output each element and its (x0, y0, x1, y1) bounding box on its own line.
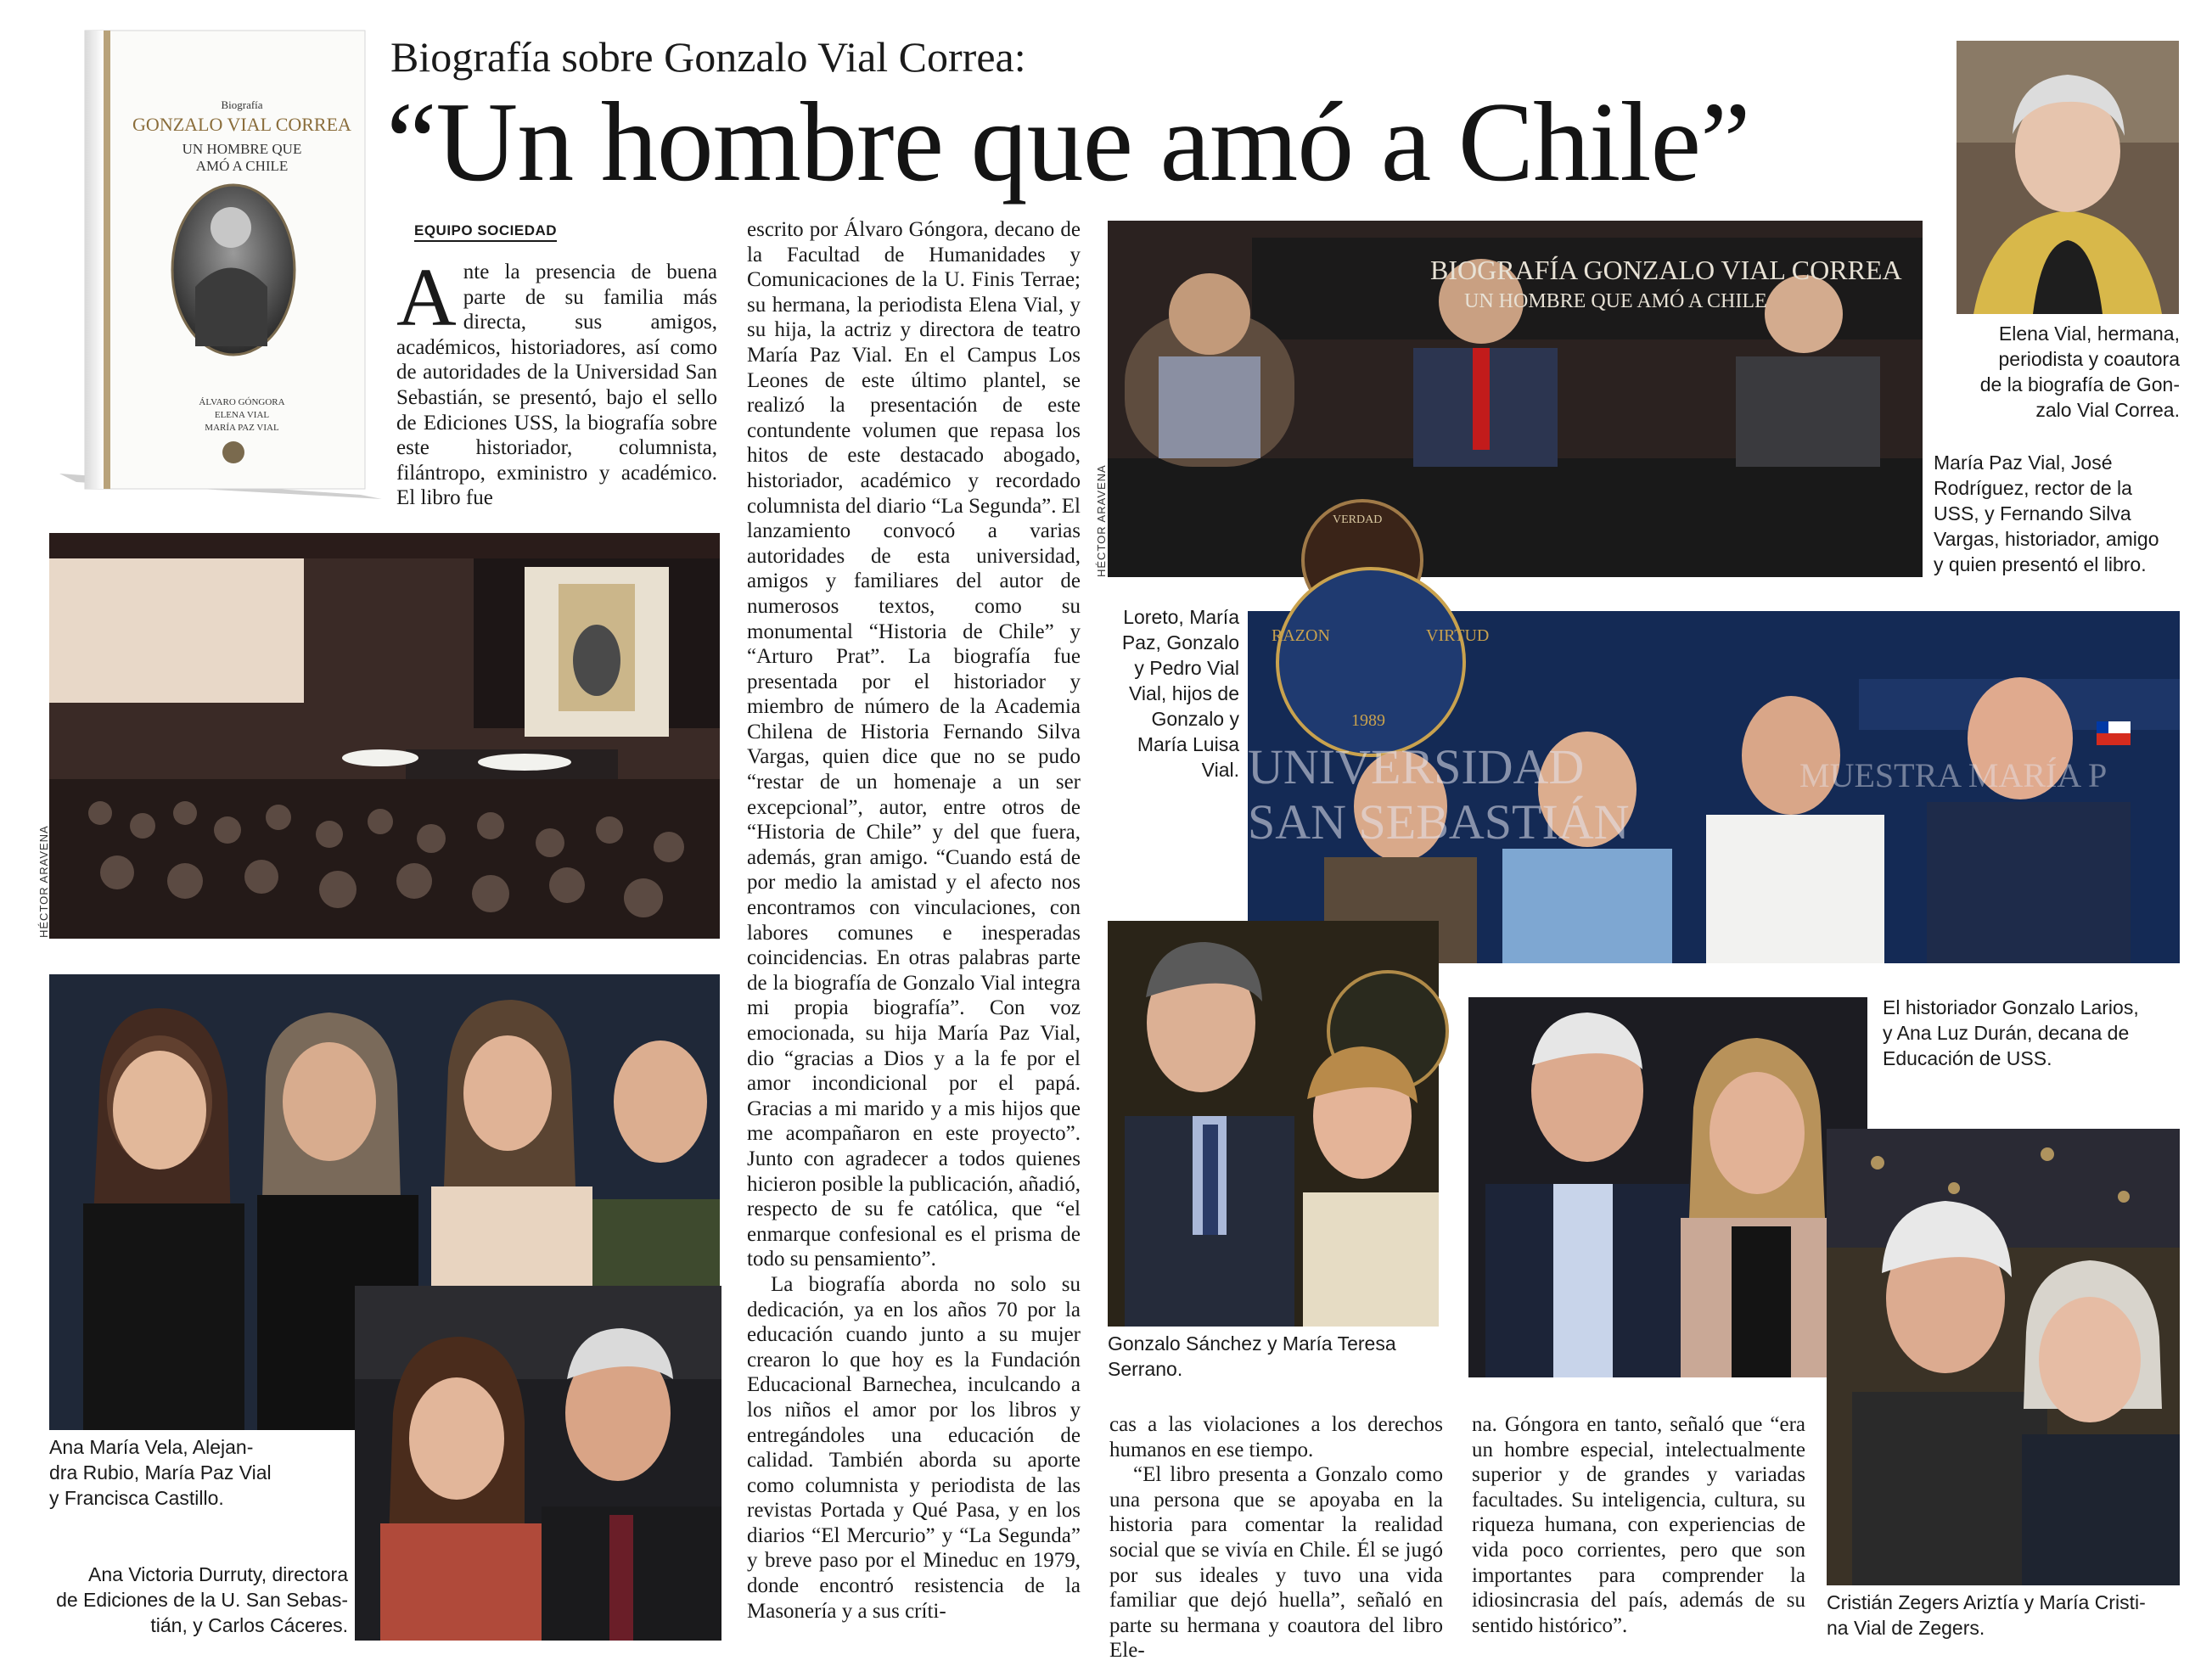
backdrop-line2: SAN SEBASTIÁN (1248, 794, 1630, 850)
caption-line: Gonzalo Sánchez y María Teresa (1108, 1332, 1396, 1355)
caption-line: El historiador Gonzalo Larios, (1883, 996, 2139, 1018)
backdrop-line3: MUESTRA MARÍA P (1799, 756, 2108, 794)
seal-word-left: RAZON (1272, 626, 1330, 645)
caption-line: y quien presentó el libro. (1934, 553, 2147, 575)
caption-line: Elena Vial, hermana, (1998, 323, 2180, 345)
caption-line: de la biografía de Gon- (1979, 373, 2180, 395)
caption-elena-vial (1910, 321, 2180, 423)
photo-credit-panel: HÉCTOR ARAVENA (1095, 464, 1108, 577)
caption-line: Vargas, historiador, amigo (1934, 528, 2159, 550)
caption-line: Vial, hijos de (1129, 682, 1239, 704)
caption-line: tián, y Carlos Cáceres. (150, 1614, 348, 1636)
caption-line: Gonzalo y (1151, 708, 1239, 730)
caption-line: na Vial de Zegers. (1827, 1617, 1985, 1639)
caption-panel (1934, 450, 2188, 577)
caption-line: periodista y coautora (1998, 348, 2180, 370)
photo-credit-auditorium: HÉCTOR ARAVENA (37, 825, 50, 938)
stage-banner-line2: UN HOMBRE QUE AMÓ A CHILE (1464, 290, 1767, 312)
caption-line: Ana María Vela, Alejan- (49, 1436, 254, 1458)
stage-banner-line1: BIOGRAFÍA GONZALO VIAL CORREA (1430, 255, 1902, 285)
seal-year: 1989 (1351, 711, 1385, 730)
photo-panel (1108, 221, 1923, 577)
caption-line: Cristián Zegers Ariztía y María Cristi- (1827, 1591, 2146, 1613)
caption-line: y Francisca Castillo. (49, 1487, 224, 1509)
book-author-2: ELENA VIAL (214, 410, 270, 420)
article-col-1 (396, 252, 717, 510)
headline: “Un hombre que amó a Chile” (386, 79, 1750, 205)
caption-line: zalo Vial Correa. (2035, 399, 2180, 421)
caption-larios-duran (1883, 995, 2180, 1071)
stage-seal: VERDAD (1333, 513, 1383, 526)
article-col-1-text: nte la presencia de buena parte de su familia más directa, sus amigos, académicos, historiadores, así como de autoridades de la Universidad San Sebastián, se presentó, bajo el sello de Ediciones USS, la biografía sobre este historiador, columnista, filántropo, exministro y académico. El libro fue (396, 261, 717, 510)
article-col-2-p2: La biografía aborda no solo su dedicación, ya en los años 70 por la educación cuando junto a su mujer crearon lo que hoy es la Fundación Educacional Barnechea, inculcando a los niños el amor por los libros y entregándoles una educación de calidad. También aborda su aporte como columnista y periodista de las revistas Portada y Qué Pasa, y en los diarios “El Mercurio” y “La Segunda” y breve paso por el Mineduc en 1979, donde encontró resistencia de la Masonería y a sus críti- (747, 1272, 1081, 1623)
photo-vial-children (1248, 611, 2180, 963)
photo-sanchez-serrano (1108, 921, 1439, 1327)
caption-line: Loreto, María (1123, 606, 1239, 628)
caption-line: y Pedro Vial (1134, 657, 1239, 679)
article-col-2 (747, 217, 1081, 1635)
caption-vial-children (1108, 604, 1239, 783)
photo-auditorium (49, 533, 720, 939)
caption-zegers (1827, 1590, 2192, 1641)
article-col-4 (1472, 1412, 1805, 1641)
caption-line: Paz, Gonzalo (1121, 631, 1239, 653)
caption-line: y Ana Luz Durán, decana de (1883, 1022, 2130, 1044)
caption-line: Rodríguez, rector de la (1934, 477, 2132, 499)
caption-four-women (49, 1434, 346, 1511)
photo-durruty-caceres (355, 1286, 721, 1641)
book-cover-art (34, 24, 382, 508)
caption-line: de Ediciones de la U. San Sebas- (56, 1589, 348, 1611)
book-author-1: ÁLVARO GÓNGORA (199, 397, 285, 407)
book-subtitle-2: AMÓ A CHILE (195, 158, 289, 174)
seal-word-right: VIRTUD (1426, 626, 1490, 645)
caption-line: Ana Victoria Durruty, directora (88, 1563, 348, 1585)
book-title: GONZALO VIAL CORREA (132, 114, 351, 135)
caption-line: María Paz Vial, José (1934, 452, 2113, 474)
book-subtitle-1: UN HOMBRE QUE (182, 141, 302, 157)
caption-line: USS, y Fernando Silva (1934, 502, 2131, 524)
photo-larios-duran (1468, 997, 1867, 1377)
book-cover (34, 24, 382, 508)
kicker: Biografía sobre Gonzalo Vial Correa: (390, 33, 1026, 81)
article-col-2-p1: escrito por Álvaro Góngora, decano de la Facultad de Humanidades y Comunicaciones de la U. Finis Terrae; su hermana, la periodista Elena Vial, y su hija, la actriz y directora de teatro María Paz Vial. En el Campus Los Leones de este último plantel, se realizó la presentación de este contundente volumen que repasa los hitos de este destacado abogado, historiador, académico y recordado columnista del diario “La Segunda”. El lanzamiento convocó a varias autoridades de esta universidad, amigos y familiares del autor de numerosos textos, como su monumental “Historia de Chile” y “Arturo Prat”. La biografía fue presentada por el historiador y miembro de número de la Academia Chilena de Historia Fernando Silva Vargas, quien dice que no se pudo “restar de un homenaje a un ser excepcional”, autor, entre otros de “Historia de Chile” y del que fuera, además, gran amigo. “Cuando está de por medio la amistad y el afecto nos encontramos con vinculaciones, con labores comunes e inesperadas coincidencias. En otras palabras parte de la biografía de Gonzalo Vial integra mi propia biografía”. Con voz emocionada, su hija María Paz Vial, dio “gracias a Dios y a la fe por el amor incondicional por el papá. Gracias a mi marido y a mis hijos que me acompañaron en este proyecto”. Junto con agradecer a todos quienes hicieron posible la publicación, añadió, respecto de su fe católica, que “el enmarque confesional es el prisma de todo su pensamiento”. (747, 218, 1081, 1271)
caption-durruty-caceres (34, 1562, 348, 1638)
photo-elena-vial (1957, 41, 2179, 314)
book-author-3: MARÍA PAZ VIAL (205, 423, 279, 433)
article-col-3-p2: “El libro presenta a Gonzalo como una persona que se apoyaba en la historia para comentar la realidad social que se vivía en Chile. Él se jugó por sus ideales y tuvo una vida familiar que dejó huella”, señaló en parte su hermana y coautora del libro Ele- (1109, 1463, 1443, 1663)
book-label: Biografía (221, 98, 263, 111)
photo-zegers (1827, 1129, 2180, 1585)
caption-line: Educación de USS. (1883, 1047, 2052, 1069)
article-col-3 (1109, 1412, 1443, 1663)
caption-sanchez-serrano (1108, 1331, 1447, 1382)
caption-line: Vial. (1201, 759, 1239, 781)
caption-line: María Luisa (1137, 733, 1239, 755)
byline: EQUIPO SOCIEDAD (414, 222, 557, 242)
drop-cap: A (396, 252, 457, 344)
article-col-3-p1: cas a las violaciones a los derechos humanos en ese tiempo. (1109, 1413, 1443, 1461)
caption-line: Serrano. (1108, 1358, 1183, 1380)
article-col-4-p1: na. Góngora en tanto, señaló que “era un hombre especial, intelectualmente superior y de grandes y variadas facultades. Su inteligencia, cultura, su riqueza humana, con experiencias de vida poco corrientes, pero que son importantes para comprender la idiosincrasia del país, además de su sentido histórico”. (1472, 1413, 1805, 1637)
caption-line: dra Rubio, María Paz Vial (49, 1461, 272, 1484)
backdrop-line1: UNIVERSIDAD (1248, 739, 1585, 794)
